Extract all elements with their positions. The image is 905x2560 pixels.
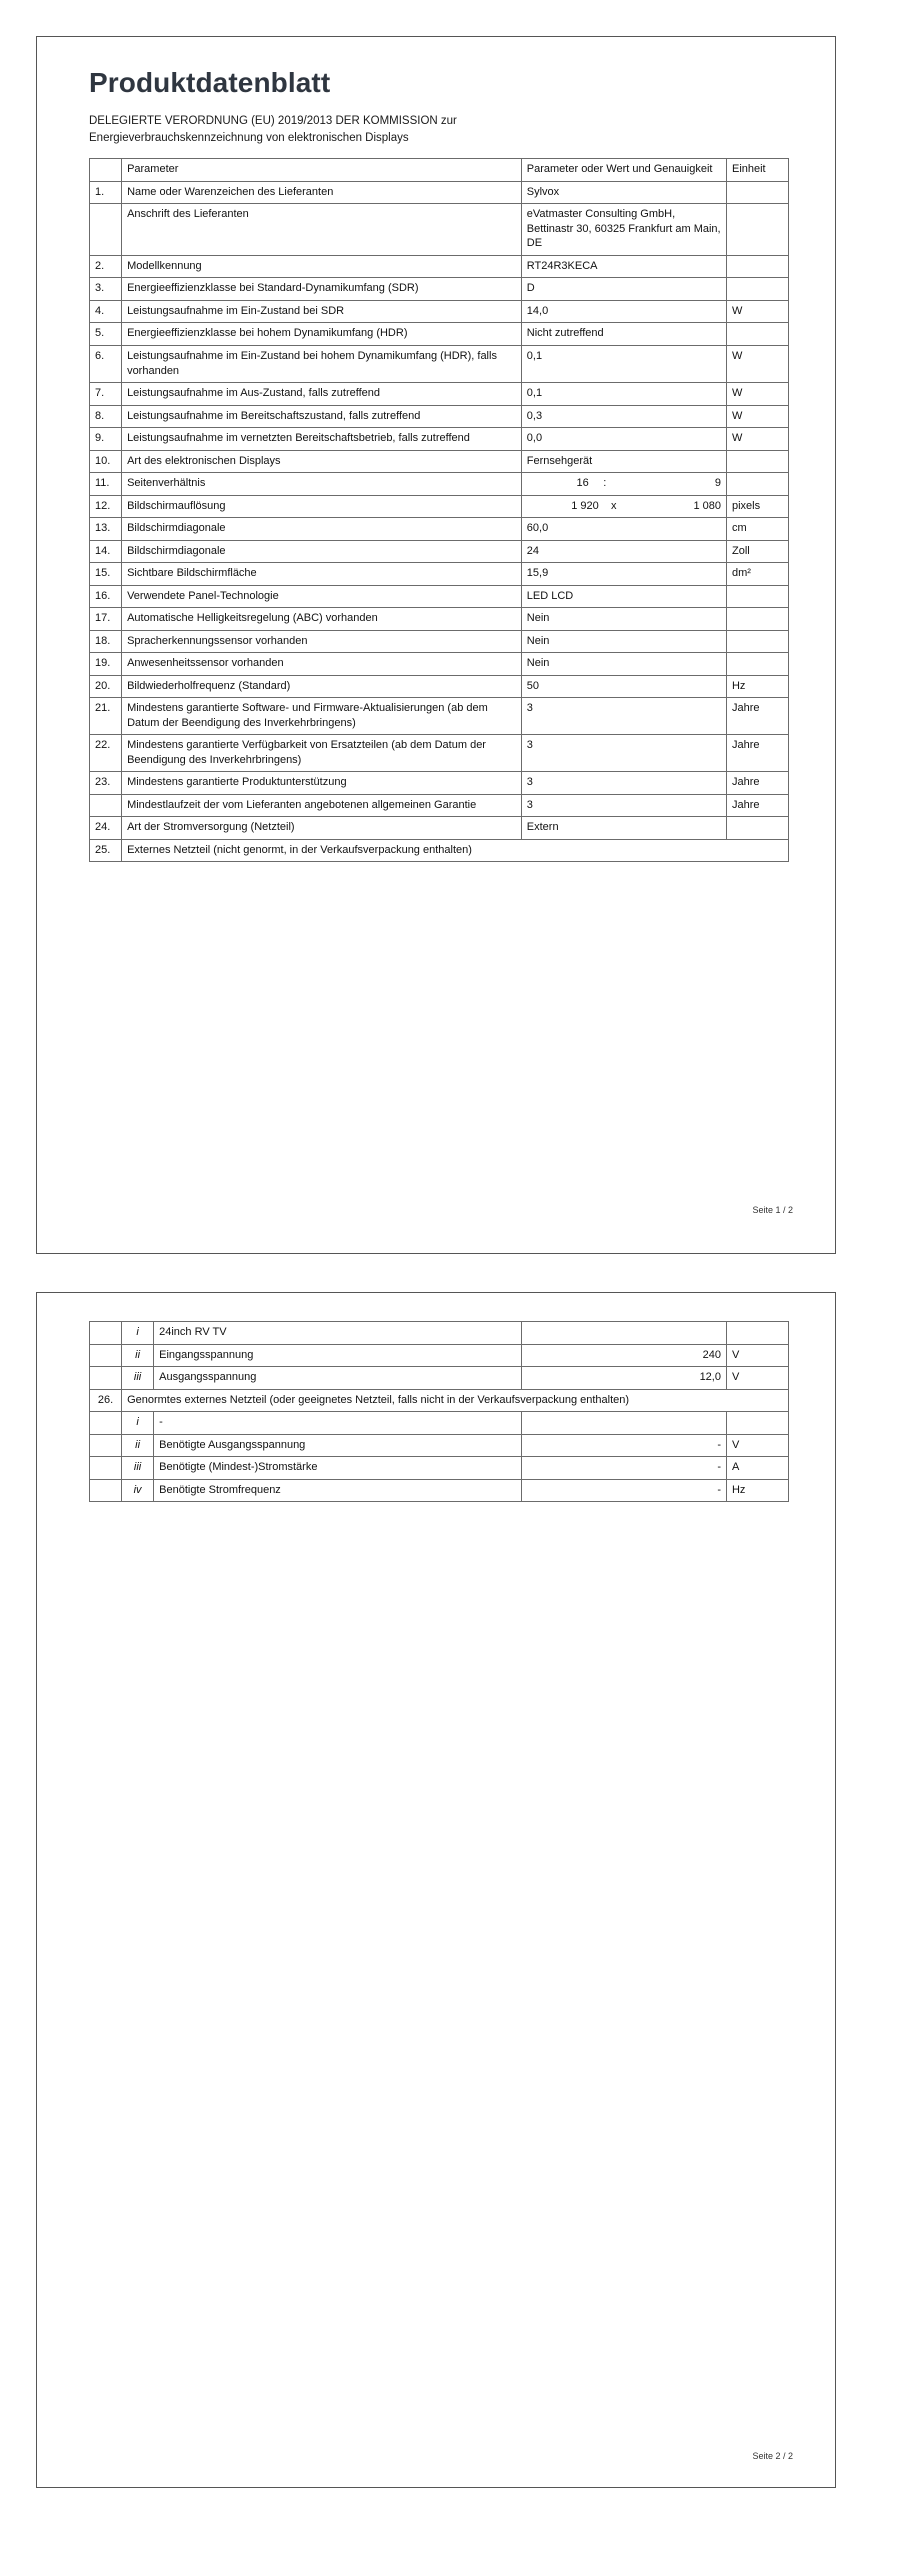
row-number: 8. bbox=[90, 405, 122, 428]
table-row bbox=[90, 735, 789, 772]
row-parameter: Leistungsaufnahme im Ein-Zustand bei SDR bbox=[122, 300, 522, 323]
row-roman-numeral: ii bbox=[122, 1434, 154, 1457]
row-unit: Jahre bbox=[726, 735, 788, 772]
row-number: 4. bbox=[90, 300, 122, 323]
row-parameter: Art der Stromversorgung (Netzteil) bbox=[122, 817, 522, 840]
table-row bbox=[90, 1344, 789, 1367]
row-number: 3. bbox=[90, 278, 122, 301]
row-parameter: Leistungsaufnahme im vernetzten Bereitschaftsbetrieb, falls zutreffend bbox=[122, 428, 522, 451]
row-number: 14. bbox=[90, 540, 122, 563]
row-value: 3 bbox=[521, 698, 726, 735]
row-unit bbox=[726, 323, 788, 346]
aspect-ratio-width: 16 bbox=[576, 477, 589, 490]
row-number: 7. bbox=[90, 383, 122, 406]
table-row bbox=[90, 608, 789, 631]
row-value: 0,1 bbox=[521, 383, 726, 406]
row-number bbox=[90, 1457, 122, 1480]
row-number bbox=[90, 1412, 122, 1435]
table-row bbox=[90, 345, 789, 382]
table-row bbox=[90, 817, 789, 840]
row-unit: V bbox=[726, 1434, 788, 1457]
row-parameter: Automatische Helligkeitsregelung (ABC) vorhanden bbox=[122, 608, 522, 631]
row-number: 10. bbox=[90, 450, 122, 473]
table-row bbox=[90, 653, 789, 676]
table-row bbox=[90, 495, 789, 518]
row-parameter: Mindestens garantierte Produktunterstützung bbox=[122, 772, 522, 795]
table-row bbox=[90, 181, 789, 204]
row-unit: A bbox=[726, 1457, 788, 1480]
row-parameter: Leistungsaufnahme im Bereitschaftszustand, falls zutreffend bbox=[122, 405, 522, 428]
row-value: Extern bbox=[521, 817, 726, 840]
row-number bbox=[90, 1344, 122, 1367]
table-body bbox=[90, 181, 789, 862]
row-value: 3 bbox=[521, 794, 726, 817]
row-parameter: Benötigte (Mindest-)Stromstärke bbox=[154, 1457, 522, 1480]
row-parameter: Benötigte Stromfrequenz bbox=[154, 1479, 522, 1502]
row-value: Nein bbox=[521, 653, 726, 676]
table-row bbox=[90, 323, 789, 346]
row-parameter: Art des elektronischen Displays bbox=[122, 450, 522, 473]
table-row bbox=[90, 450, 789, 473]
row-unit: Jahre bbox=[726, 772, 788, 795]
table-row bbox=[90, 405, 789, 428]
row-value: 3 bbox=[521, 772, 726, 795]
row-value: 14,0 bbox=[521, 300, 726, 323]
row-parameter: Verwendete Panel-Technologie bbox=[122, 585, 522, 608]
datasheet-page-2 bbox=[36, 1292, 836, 2488]
row-unit: cm bbox=[726, 518, 788, 541]
table-row bbox=[90, 1322, 789, 1345]
table-row bbox=[90, 839, 789, 862]
resolution-separator: x bbox=[611, 499, 617, 512]
row-value: - bbox=[521, 1434, 726, 1457]
row-unit bbox=[726, 181, 788, 204]
row-parameter: Genormtes externes Netzteil (oder geeignetes Netzteil, falls nicht in der Verkaufsverpackung enthalten) bbox=[122, 1389, 789, 1412]
row-unit: W bbox=[726, 300, 788, 323]
row-number bbox=[90, 1434, 122, 1457]
row-unit bbox=[726, 473, 788, 496]
row-parameter: Energieeffizienzklasse bei Standard-Dynamikumfang (SDR) bbox=[122, 278, 522, 301]
row-number: 25. bbox=[90, 839, 122, 862]
row-parameter: Mindestens garantierte Software- und Firmware-Aktualisierungen (ab dem Datum der Beendigung des Inverkehrbringens) bbox=[122, 698, 522, 735]
row-unit bbox=[726, 653, 788, 676]
aspect-ratio-separator: : bbox=[603, 477, 607, 490]
row-unit: W bbox=[726, 428, 788, 451]
row-unit bbox=[726, 1322, 788, 1345]
row-parameter: Bildschirmdiagonale bbox=[122, 540, 522, 563]
row-number: 5. bbox=[90, 323, 122, 346]
table-header-row bbox=[90, 159, 789, 182]
row-parameter: Bildschirmdiagonale bbox=[122, 518, 522, 541]
regulation-line-2: Energieverbrauchskennzeichnung von elektronischen Displays bbox=[89, 131, 409, 144]
row-number bbox=[90, 794, 122, 817]
row-value bbox=[521, 1322, 726, 1345]
table-row bbox=[90, 630, 789, 653]
row-value: 0,1 bbox=[521, 345, 726, 382]
row-number: 12. bbox=[90, 495, 122, 518]
row-value: eVatmaster Consulting GmbH, Bettinastr 30, 60325 Frankfurt am Main, DE bbox=[521, 204, 726, 256]
row-unit: W bbox=[726, 405, 788, 428]
row-number: 20. bbox=[90, 675, 122, 698]
row-number bbox=[90, 1367, 122, 1390]
row-unit bbox=[726, 450, 788, 473]
row-parameter: Sichtbare Bildschirmfläche bbox=[122, 563, 522, 586]
row-unit bbox=[726, 817, 788, 840]
row-value: Nein bbox=[521, 630, 726, 653]
row-roman-numeral: iii bbox=[122, 1457, 154, 1480]
row-parameter: Anschrift des Lieferanten bbox=[122, 204, 522, 256]
row-unit: Jahre bbox=[726, 698, 788, 735]
row-number: 9. bbox=[90, 428, 122, 451]
row-number: 22. bbox=[90, 735, 122, 772]
table-row bbox=[90, 518, 789, 541]
table-row bbox=[90, 698, 789, 735]
row-unit: pixels bbox=[726, 495, 788, 518]
row-parameter: Modellkennung bbox=[122, 255, 522, 278]
table-row bbox=[90, 675, 789, 698]
aspect-ratio-height: 9 bbox=[714, 477, 721, 490]
table-row bbox=[90, 540, 789, 563]
row-unit: W bbox=[726, 345, 788, 382]
header-unit: Einheit bbox=[726, 159, 788, 182]
table-row bbox=[90, 383, 789, 406]
row-number: 18. bbox=[90, 630, 122, 653]
row-unit: Hz bbox=[726, 675, 788, 698]
row-value bbox=[521, 473, 726, 496]
row-roman-numeral: i bbox=[122, 1412, 154, 1435]
row-parameter: Mindestlaufzeit der vom Lieferanten angebotenen allgemeinen Garantie bbox=[122, 794, 522, 817]
row-number: 21. bbox=[90, 698, 122, 735]
row-parameter: Bildschirmauflösung bbox=[122, 495, 522, 518]
row-parameter: Spracherkennungssensor vorhanden bbox=[122, 630, 522, 653]
row-value: LED LCD bbox=[521, 585, 726, 608]
row-parameter: Benötigte Ausgangsspannung bbox=[154, 1434, 522, 1457]
page-footer-1: Seite 1 / 2 bbox=[752, 1205, 793, 1215]
table-row bbox=[90, 255, 789, 278]
table-row bbox=[90, 1367, 789, 1390]
table-row bbox=[90, 1479, 789, 1502]
row-value: 0,0 bbox=[521, 428, 726, 451]
row-number: 6. bbox=[90, 345, 122, 382]
table-body-2 bbox=[90, 1322, 789, 1502]
header-number bbox=[90, 159, 122, 182]
row-number bbox=[90, 1479, 122, 1502]
row-unit bbox=[726, 1412, 788, 1435]
header-parameter: Parameter bbox=[122, 159, 522, 182]
row-value: Nein bbox=[521, 608, 726, 631]
row-value: 3 bbox=[521, 735, 726, 772]
row-parameter: Leistungsaufnahme im Ein-Zustand bei hohem Dynamikumfang (HDR), falls vorhanden bbox=[122, 345, 522, 382]
row-value: D bbox=[521, 278, 726, 301]
row-value: - bbox=[521, 1457, 726, 1480]
row-value: Sylvox bbox=[521, 181, 726, 204]
row-number: 23. bbox=[90, 772, 122, 795]
row-unit: Hz bbox=[726, 1479, 788, 1502]
table-row bbox=[90, 428, 789, 451]
row-unit: V bbox=[726, 1367, 788, 1390]
row-parameter: Leistungsaufnahme im Aus-Zustand, falls zutreffend bbox=[122, 383, 522, 406]
row-parameter: Mindestens garantierte Verfügbarkeit von Ersatzteilen (ab dem Datum der Beendigung des Inverkehrbringens) bbox=[122, 735, 522, 772]
table-row bbox=[90, 1457, 789, 1480]
row-value: 15,9 bbox=[521, 563, 726, 586]
row-number bbox=[90, 1322, 122, 1345]
row-unit bbox=[726, 204, 788, 256]
row-value: Nicht zutreffend bbox=[521, 323, 726, 346]
row-number: 1. bbox=[90, 181, 122, 204]
table-row bbox=[90, 585, 789, 608]
row-unit: W bbox=[726, 383, 788, 406]
row-unit: Jahre bbox=[726, 794, 788, 817]
row-unit bbox=[726, 255, 788, 278]
row-value bbox=[521, 495, 726, 518]
table-row bbox=[90, 1412, 789, 1435]
row-number: 24. bbox=[90, 817, 122, 840]
row-parameter: Eingangsspannung bbox=[154, 1344, 522, 1367]
regulation-subtitle bbox=[89, 113, 749, 146]
row-value: 24 bbox=[521, 540, 726, 563]
row-value: 50 bbox=[521, 675, 726, 698]
row-roman-numeral: iv bbox=[122, 1479, 154, 1502]
row-roman-numeral: ii bbox=[122, 1344, 154, 1367]
table-row bbox=[90, 794, 789, 817]
table-row bbox=[90, 278, 789, 301]
row-value: RT24R3KECA bbox=[521, 255, 726, 278]
table-row bbox=[90, 563, 789, 586]
header-value: Parameter oder Wert und Genauigkeit bbox=[521, 159, 726, 182]
row-value: 0,3 bbox=[521, 405, 726, 428]
table-row bbox=[90, 473, 789, 496]
row-parameter: Anwesenheitssensor vorhanden bbox=[122, 653, 522, 676]
row-unit: dm² bbox=[726, 563, 788, 586]
row-parameter: Externes Netzteil (nicht genormt, in der Verkaufsverpackung enthalten) bbox=[122, 839, 789, 862]
row-parameter: Name oder Warenzeichen des Lieferanten bbox=[122, 181, 522, 204]
power-supply-table bbox=[89, 1321, 789, 1502]
row-number bbox=[90, 204, 122, 256]
row-parameter: Ausgangsspannung bbox=[154, 1367, 522, 1390]
row-value: Fernsehgerät bbox=[521, 450, 726, 473]
row-unit: V bbox=[726, 1344, 788, 1367]
row-parameter: Seitenverhältnis bbox=[122, 473, 522, 496]
row-roman-numeral: i bbox=[122, 1322, 154, 1345]
row-parameter: Bildwiederholfrequenz (Standard) bbox=[122, 675, 522, 698]
datasheet-page-1 bbox=[36, 36, 836, 1254]
product-parameter-table bbox=[89, 158, 789, 862]
row-value: 60,0 bbox=[521, 518, 726, 541]
row-number: 11. bbox=[90, 473, 122, 496]
table-row bbox=[90, 300, 789, 323]
row-value: 12,0 bbox=[521, 1367, 726, 1390]
row-value: - bbox=[521, 1479, 726, 1502]
table-row bbox=[90, 1434, 789, 1457]
row-number: 2. bbox=[90, 255, 122, 278]
row-number: 16. bbox=[90, 585, 122, 608]
row-parameter: Energieeffizienzklasse bei hohem Dynamikumfang (HDR) bbox=[122, 323, 522, 346]
row-number: 19. bbox=[90, 653, 122, 676]
table-row bbox=[90, 1389, 789, 1412]
row-value bbox=[521, 1412, 726, 1435]
row-number: 13. bbox=[90, 518, 122, 541]
row-parameter: - bbox=[154, 1412, 522, 1435]
row-number: 15. bbox=[90, 563, 122, 586]
row-number: 17. bbox=[90, 608, 122, 631]
row-unit: Zoll bbox=[726, 540, 788, 563]
regulation-line-1: DELEGIERTE VERORDNUNG (EU) 2019/2013 DER KOMMISSION zur bbox=[89, 115, 457, 127]
row-unit bbox=[726, 585, 788, 608]
table-row bbox=[90, 772, 789, 795]
resolution-width: 1 920 bbox=[571, 499, 599, 512]
row-value: 240 bbox=[521, 1344, 726, 1367]
page-title: Produktdatenblatt bbox=[89, 67, 331, 98]
resolution-height: 1 080 bbox=[693, 499, 721, 512]
row-unit bbox=[726, 278, 788, 301]
row-parameter: 24inch RV TV bbox=[154, 1322, 522, 1345]
row-number: 26. bbox=[90, 1389, 122, 1412]
row-unit bbox=[726, 630, 788, 653]
row-roman-numeral: iii bbox=[122, 1367, 154, 1390]
table-row bbox=[90, 204, 789, 256]
row-unit bbox=[726, 608, 788, 631]
page-footer-2: Seite 2 / 2 bbox=[752, 2451, 793, 2461]
